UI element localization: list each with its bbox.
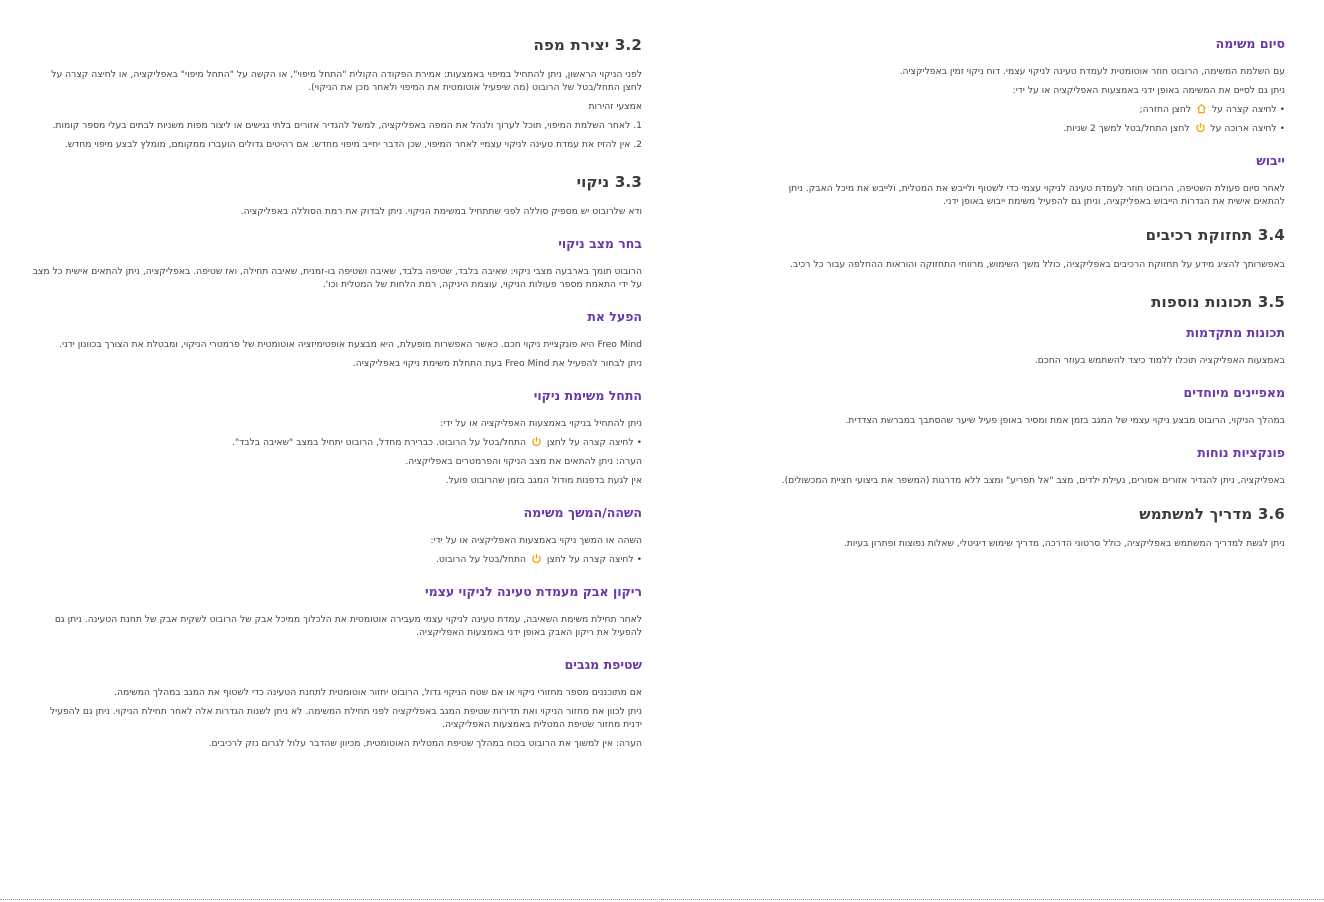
dust-empty-heading: ריקון אבק מעמדת טעינה לניקוי עצמי xyxy=(424,584,642,599)
left-column xyxy=(32,36,642,756)
special-features-heading: מאפיינים מיוחדים xyxy=(1183,385,1285,400)
pause-heading: השהה/המשך משימה xyxy=(523,505,642,520)
convenience-heading: פונקציות נוחות xyxy=(1197,445,1285,460)
right-column xyxy=(772,36,1285,556)
cleaning-mode-text: הרובוט תומך בארבעה מצבי ניקוי: שאיבה בלבד, שטיפה בלבד, שאיבה ושטיפה בו-זמנית, שאיבה תחילה, ואז שטיפה. באפליקציה, ניתן להתאים אישית כל מצב על ידי התאמת מספר פעולות הניקוי, עוצמת היניקה, רמת הלחות של המטלית וכו'. xyxy=(32,266,642,290)
power-icon xyxy=(1195,122,1206,133)
advanced-features-heading: תכונות מתקדמות xyxy=(1186,325,1285,340)
end-task-manual: ניתן גם לסיים את המשימה באופן ידני באמצעות האפליקציה או על ידי: xyxy=(1012,85,1285,96)
start-task-intro: ניתן להתחיל בניקוי באמצעות האפליקציה או על ידי: xyxy=(440,418,642,429)
end-task-text: עם השלמת המשימה, הרובוט חוזר אוטומטית לעמדת טעינה לניקוי עצמי. דוח ניקוי זמין באפליקציה. xyxy=(899,66,1285,77)
convenience-text: באפליקציה, ניתן להגדיר אזורים אסורים, נעילת ילדים, מצב "אל תפריע" ומצב ללא מדרגות (המשפר את ביצועי חציית המכשולים). xyxy=(781,475,1285,486)
drying-heading: ייבוש xyxy=(1256,153,1285,168)
mop-wash-note: הערה: אין למשוך את הרובוט בכוח במהלך שטיפת המטלית האוטומטית, מכיוון שהדבר עלול לגרום נזק לרכיבים. xyxy=(208,738,642,749)
home-icon xyxy=(1196,103,1207,114)
precautions-label: אמצעי זהירות xyxy=(588,101,642,112)
end-task-heading: סיום משימה xyxy=(1215,36,1285,51)
cleaning-mode-heading: בחר מצב ניקוי xyxy=(558,236,642,251)
start-task-note: הערה: ניתן להתאים את מצב הניקוי והפרמטרים באפליקציה. xyxy=(405,456,642,467)
special-features-text: במהלך הניקוי, הרובוט מבצע ניקוי עצמי של המגב בזמן אמת ומסיר באופן פעיל שיער שהסתבך במברשת הצדדית. xyxy=(845,415,1285,426)
end-task-bullet-1: • לחיצה קצרה על לחצן החזרה; xyxy=(1139,104,1285,115)
drying-text: לאחר סיום פעולת השטיפה, הרובוט חוזר לעמדת טעינה לניקוי עצמי כדי לשטוף ולייבש את המטלית, ולייבש את מיכל האבק. ניתן להתאים אישית את הגדרות הייבוש באפליקציה, וניתן גם להפעיל משימת ייבוש באופן ידני. xyxy=(788,183,1285,207)
pause-bullet: • לחיצה קצרה על לחצן התחל/בטל על הרובוט. xyxy=(435,554,642,565)
start-task-heading: התחל משימת ניקוי xyxy=(533,388,642,403)
enable-heading: הפעל את xyxy=(587,309,642,324)
power-icon xyxy=(531,553,542,564)
section-3-5-title: 3.5 תכונות נוספות xyxy=(1151,293,1285,311)
power-icon xyxy=(531,436,542,447)
section-3-2-title: 3.2 יצירת מפה xyxy=(533,36,642,54)
bottom-divider xyxy=(0,898,662,900)
dust-empty-text: לאחר תחילת משימת השאיבה, עמדת טעינה לניקוי עצמי מעבירה אוטומטית את הלכלוך ממיכל אבק של הרובוט לשקית אבק של תחנת הטעינה. ניתן גם להפעיל את ריקון האבק באופן ידני באמצעות האפליקציה. xyxy=(54,614,642,638)
maintenance-text: באפשרותך להציג מידע על תחזוקת הרכיבים באפליקציה, כולל משך השימוש, מרווחי התחזוקה והוראות ההחלפה עבור כל רכיב. xyxy=(790,259,1285,270)
mop-wash-heading: שטיפת מגבים xyxy=(564,657,642,672)
start-task-bullet: • לחיצה קצרה על לחצן התחל/בטל על הרובוט. כברירת מחדל, הרובוט יתחיל במצב "שאיבה בלבד". xyxy=(232,437,642,448)
battery-note: ודא שלרובוט יש מספיק סוללה לפני שתתחיל במשימת הניקוי. ניתן לבדוק את רמת הסוללה באפליקציה. xyxy=(240,206,642,217)
precaution-2: 2. אין להזיז את עמדת טעינה לניקוי עצמיי לאחר המיפוי, שכן הדבר יחייב מיפוי מחדש. אם רהיטים גדולים הועברו ממקומם, מומלץ לבצע מיפוי מחדש. xyxy=(64,139,642,150)
mop-wash-text-1: אם מתוכננים מספר מחזורי ניקוי או אם שטח הניקוי גדול, הרובוט יחזור אוטומטית לתחנת הטעינה כדי לשטוף את המגב במהלך המשימה. xyxy=(114,687,642,698)
user-guide-text: ניתן לגשת למדריך המשתמש באפליקציה, כולל סרטוני הדרכה, מדריך שימוש דיגיטלי, שאלות נפוצות ופתרון בעיות. xyxy=(843,538,1285,549)
pause-intro: השהה או המשך ניקוי באמצעות האפליקציה או על ידי: xyxy=(430,535,642,546)
section-3-4-title: 3.4 תחזוקת רכיבים xyxy=(1145,226,1285,244)
section-3-3-title: 3.3 ניקוי xyxy=(576,173,642,191)
freo-mind-text: Freo Mind היא פונקציית ניקוי חכם. כאשר האפשרות מופעלת, היא מבצעת אופטימיזציה אוטומטית של פרמטרי הניקוי, ומבטלת את הצורך בכוונון ידני. xyxy=(59,339,642,350)
bottom-divider xyxy=(662,898,1324,900)
right-page xyxy=(662,0,1324,902)
advanced-features-text: באמצעות האפליקציה תוכלו ללמוד כיצד להשתמש בעוזר החכם. xyxy=(1034,355,1285,366)
mapping-intro: לפני הניקוי הראשון, ניתן להתחיל במיפוי באמצעות: אמירת הפקודה הקולית "התחל מיפוי", או הקשה על "התחל מיפוי" באפליקציה, או לחיצה קצרה על לחצן התחל/בטל של הרובוט (מה שיפעיל אוטומטית את המיפוי ולאחר מכן את הניקוי). xyxy=(51,69,642,93)
freo-mind-app-text: ניתן לבחור להפעיל את Freo Mind בעת התחלת משימת ניקוי באפליקציה. xyxy=(352,358,642,369)
start-task-warning: אין לגעת בדפנות מודול המגב בזמן שהרובוט פועל. xyxy=(445,475,642,486)
mop-wash-text-2: ניתן לכוון את מחזור הניקוי ואת תדירות שטיפת המגב באפליקציה לפני תחילת המשימה. לא ניתן לשנות הגדרות אלה לאחר תחילת הניקוי. ניתן גם להפעיל ידנית מחזור שטיפת המטלית באמצעות האפליקציה. xyxy=(49,706,642,730)
precaution-1: 1. לאחר השלמת המיפוי, תוכל לערוך ולנהל את המפה באפליקציה, למשל להגדיר אזורים בלתי נגישים או ליצור מפות משניות לבתים בעלי מספר קומות. xyxy=(52,120,642,131)
section-3-6-title: 3.6 מדריך למשתמש xyxy=(1139,505,1285,523)
end-task-bullet-2: • לחיצה ארוכה על לחצן התחל/בטל למשך 2 שניות. xyxy=(1063,123,1285,134)
